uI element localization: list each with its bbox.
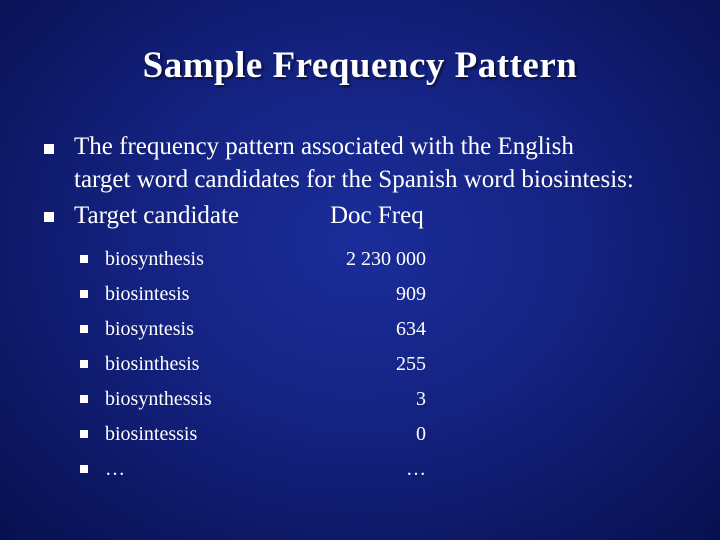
sub-bullet-square-icon [80, 430, 88, 438]
bullet-square-icon [44, 144, 54, 154]
candidate-doc-freq: 909 [396, 283, 426, 305]
bullet-text-line: target word candidates for the Spanish word biosintesis: [74, 166, 634, 193]
candidate-word: biosinthesis [105, 353, 200, 375]
sub-bullet-square-icon [80, 395, 88, 403]
candidate-word: biosynthesis [105, 248, 204, 270]
candidate-word: … [105, 458, 125, 480]
sub-bullet-square-icon [80, 465, 88, 473]
candidate-doc-freq: 634 [396, 318, 426, 340]
sub-bullet-square-icon [80, 360, 88, 368]
candidate-doc-freq: 3 [416, 388, 426, 410]
bullet-square-icon [44, 212, 54, 222]
candidate-doc-freq: 2 230 000 [346, 248, 426, 270]
sub-bullet-square-icon [80, 290, 88, 298]
candidate-word: biosynthessis [105, 388, 212, 410]
sub-bullet-square-icon [80, 255, 88, 263]
doc-freq-header: Doc Freq [330, 202, 424, 229]
sub-bullet-square-icon [80, 325, 88, 333]
candidate-word: biosyntesis [105, 318, 194, 340]
candidate-doc-freq: 0 [416, 423, 426, 445]
target-candidate-label: Target candidate [74, 202, 240, 229]
slide-title: Sample Frequency Pattern [142, 45, 578, 86]
candidate-doc-freq: 255 [396, 353, 426, 375]
bullet-text-line: The frequency pattern associated with the English [74, 133, 574, 160]
candidate-word: biosintesis [105, 283, 190, 305]
candidate-word: biosintessis [105, 423, 198, 445]
candidate-doc-freq: … [406, 458, 426, 480]
